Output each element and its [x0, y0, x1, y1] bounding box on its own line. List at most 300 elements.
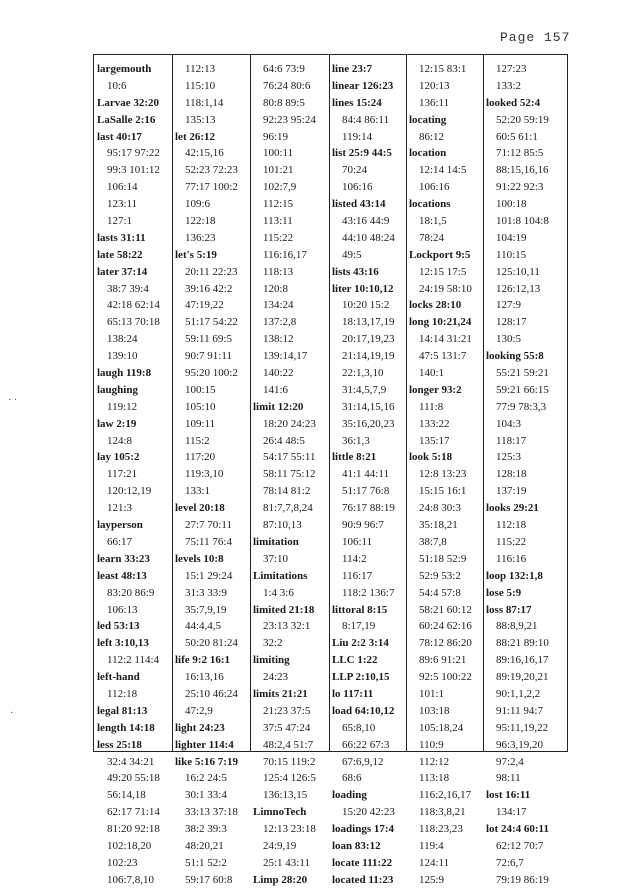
- index-reference: 120:12,19: [107, 485, 152, 498]
- index-reference: 134:24: [263, 299, 294, 312]
- index-column-1: [95, 54, 178, 886]
- index-reference: 43:16 44:9: [342, 215, 390, 228]
- index-reference: 41:1 44:11: [342, 468, 389, 481]
- index-reference: 42:18 62:14: [107, 299, 160, 312]
- index-reference: 76:17 88:19: [342, 502, 395, 515]
- index-reference: 138:12: [263, 333, 294, 346]
- index-reference: 31:4,5,7,9: [342, 383, 387, 396]
- index-term: life 9:2 16:1: [175, 654, 230, 667]
- index-reference: 101:8 104:8: [496, 215, 549, 228]
- index-reference: 47:2,9: [185, 704, 213, 717]
- index-reference: 88:8,9,21: [496, 620, 538, 633]
- index-reference: 21:23 37:5: [263, 704, 311, 717]
- index-reference: 125:9: [419, 873, 445, 886]
- index-reference: 50:20 81:24: [185, 637, 238, 650]
- index-reference: 8:17,19: [342, 620, 376, 633]
- index-reference: 100:11: [263, 147, 294, 160]
- index-reference: 44:10 48:24: [342, 231, 395, 244]
- index-term: last 40:17: [97, 130, 142, 143]
- index-reference: 47:5 131:7: [419, 350, 467, 363]
- index-reference: 95:17 97:22: [107, 147, 160, 160]
- index-reference: 136:11: [419, 96, 450, 109]
- index-term: location: [409, 147, 447, 160]
- index-reference: 88:15,16,16: [496, 164, 549, 177]
- index-reference: 90:7 91:11: [185, 350, 232, 363]
- index-term: loan 83:12: [332, 839, 381, 852]
- index-reference: 49:5: [342, 248, 362, 261]
- index-reference: 42:15,16: [185, 147, 224, 160]
- index-term: looked 52:4: [486, 96, 541, 109]
- index-reference: 58:11 75:12: [263, 468, 316, 481]
- index-term: levels 10:8: [175, 552, 224, 565]
- index-reference: 77:17 100:2: [185, 181, 238, 194]
- index-column-6: [483, 54, 567, 886]
- index-reference: 91:22 92:3: [496, 181, 544, 194]
- index-reference: 106:16: [342, 181, 373, 194]
- index-term: less 25:18: [97, 738, 142, 751]
- index-reference: 58:21 60:12: [419, 603, 472, 616]
- index-reference: 86:12: [419, 130, 445, 143]
- index-reference: 101:21: [263, 164, 294, 177]
- index-term: layperson: [97, 519, 143, 532]
- index-reference: 92:23 95:24: [263, 113, 316, 126]
- index-reference: 141:6: [263, 383, 289, 396]
- index-reference: 115:2: [185, 434, 210, 447]
- index-term: listed 43:14: [332, 198, 386, 211]
- index-term: looks 29:21: [486, 502, 539, 515]
- index-reference: 134:17: [496, 806, 527, 819]
- index-term: locate 111:22: [332, 856, 393, 869]
- index-reference: 54:17 55:11: [263, 451, 316, 464]
- index-reference: 101:1: [419, 687, 445, 700]
- index-reference: 25:1 43:11: [263, 856, 310, 869]
- index-reference: 20:17,19,23: [342, 333, 395, 346]
- index-reference: 119:3,10: [185, 468, 224, 481]
- index-reference: 115:22: [263, 231, 294, 244]
- index-reference: 112:12: [419, 755, 450, 768]
- index-reference: 15:20 42:23: [342, 806, 395, 819]
- index-reference: 71:12 85:5: [496, 147, 544, 160]
- index-reference: 113:18: [419, 772, 450, 785]
- index-reference: 21:14,19,19: [342, 350, 395, 363]
- index-term: littoral 8:15: [332, 603, 388, 616]
- index-reference: 10:6: [107, 79, 127, 92]
- index-reference: 27:7 70:11: [185, 519, 232, 532]
- index-reference: 112:18: [496, 519, 527, 532]
- index-reference: 106:14: [107, 181, 138, 194]
- index-reference: 35:7,9,19: [185, 603, 227, 616]
- index-reference: 135:13: [185, 113, 216, 126]
- index-term: longer 93:2: [409, 383, 462, 396]
- index-reference: 98:11: [496, 772, 521, 785]
- index-reference: 126:12,13: [496, 282, 541, 295]
- index-reference: 51:17 54:22: [185, 316, 238, 329]
- index-reference: 76:24 80:6: [263, 79, 311, 92]
- index-reference: 54:4 57:8: [419, 586, 461, 599]
- index-term: loading: [332, 789, 367, 802]
- index-reference: 65:8,10: [342, 721, 376, 734]
- index-reference: 105:10: [185, 400, 216, 413]
- index-reference: 59:11 69:5: [185, 333, 232, 346]
- index-reference: 104:19: [496, 231, 527, 244]
- index-reference: 35:18,21: [419, 519, 458, 532]
- index-reference: 112:2 114:4: [107, 654, 160, 667]
- index-reference: 88:21 89:10: [496, 637, 549, 650]
- index-term: lose 5:9: [486, 586, 522, 599]
- index-reference: 15:15 16:1: [419, 485, 467, 498]
- index-reference: 119:14: [342, 130, 373, 143]
- index-reference: 26:4 48:5: [263, 434, 305, 447]
- index-column-2: [172, 54, 250, 886]
- index-term: legal 81:13: [97, 704, 148, 717]
- index-term: lost 16:11: [486, 789, 531, 802]
- index-reference: 119:4: [419, 839, 444, 852]
- index-reference: 77:9 78:3,3: [496, 400, 547, 413]
- index-reference: 125:3: [496, 451, 522, 464]
- index-term: LimnoTech: [253, 806, 307, 819]
- index-reference: 118:3,8,21: [419, 806, 466, 819]
- index-reference: 105:18,24: [419, 721, 464, 734]
- index-reference: 24:23: [263, 671, 289, 684]
- index-reference: 80:8 89:5: [263, 96, 305, 109]
- index-reference: 75:11 76:4: [185, 535, 232, 548]
- index-term: laughing: [97, 383, 138, 396]
- index-reference: 117:20: [185, 451, 216, 464]
- index-reference: 137:2,8: [263, 316, 297, 329]
- index-reference: 12:15 83:1: [419, 63, 467, 75]
- index-reference: 89:6 91:21: [419, 654, 467, 667]
- index-term: locating: [409, 113, 447, 126]
- index-reference: 32:2: [263, 637, 283, 650]
- index-reference: 51:1 52:2: [185, 856, 227, 869]
- index-reference: 111:8: [419, 400, 444, 413]
- index-reference: 31:3 33:9: [185, 586, 227, 599]
- index-reference: 78:14 81:2: [263, 485, 311, 498]
- index-reference: 95:20 100:2: [185, 367, 238, 380]
- index-reference: 70:24: [342, 164, 368, 177]
- index-reference: 116:16: [496, 552, 527, 565]
- index-reference: 114:2: [342, 552, 367, 565]
- index-reference: 20:11 22:23: [185, 265, 238, 278]
- index-reference: 103:18: [419, 704, 450, 717]
- index-reference: 110:15: [496, 248, 527, 261]
- index-reference: 136:23: [185, 231, 216, 244]
- index-term: loss 87:17: [486, 603, 532, 616]
- index-term: looking 55:8: [486, 350, 544, 363]
- index-reference: 118:17: [496, 434, 527, 447]
- index-reference: 18:13,17,19: [342, 316, 395, 329]
- index-term: long 10:21,24: [409, 316, 472, 329]
- index-reference: 112:13: [185, 63, 216, 75]
- index-reference: 55:21 59:21: [496, 367, 549, 380]
- index-reference: 118:13: [263, 265, 294, 278]
- index-reference: 10:20 15:2: [342, 299, 390, 312]
- index-reference: 139:14,17: [263, 350, 308, 363]
- index-reference: 89:19,20,21: [496, 671, 549, 684]
- index-reference: 138:24: [107, 333, 138, 346]
- index-reference: 122:18: [185, 215, 216, 228]
- index-term: let's 5:19: [175, 248, 217, 261]
- index-reference: 38:7 39:4: [107, 282, 149, 295]
- index-reference: 66:22 67:3: [342, 738, 390, 751]
- index-reference: 52:9 53:2: [419, 569, 461, 582]
- index-reference: 78:24: [419, 231, 445, 244]
- index-reference: 47:19,22: [185, 299, 224, 312]
- index-reference: 133:2: [496, 79, 522, 92]
- index-reference: 89:16,16,17: [496, 654, 549, 667]
- index-term: law 2:19: [97, 417, 137, 430]
- index-reference: 72:6,7: [496, 856, 524, 869]
- index-reference: 121:3: [107, 502, 133, 515]
- index-reference: 15:1 29:24: [185, 569, 233, 582]
- index-term: length 14:18: [97, 721, 155, 734]
- index-reference: 65:13 70:18: [107, 316, 160, 329]
- index-reference: 81:7,7,8,24: [263, 502, 313, 515]
- index-reference: 102:18,20: [107, 839, 152, 852]
- index-reference: 109:6: [185, 198, 211, 211]
- index-reference: 66:17: [107, 535, 133, 548]
- index-reference: 70:15 119:2: [263, 755, 316, 768]
- index-reference: 83:20 86:9: [107, 586, 155, 599]
- index-reference: 120:13: [419, 79, 450, 92]
- index-reference: 87:10,13: [263, 519, 302, 532]
- index-reference: 96:19: [263, 130, 289, 143]
- index-reference: 133:22: [419, 417, 450, 430]
- index-term: lasts 31:11: [97, 231, 146, 244]
- index-reference: 113:11: [263, 215, 293, 228]
- index-reference: 59:21 66:15: [496, 383, 549, 396]
- index-reference: 12:15 17:5: [419, 265, 467, 278]
- index-reference: 12:14 14:5: [419, 164, 467, 177]
- index-term: loop 132:1,8: [486, 569, 543, 582]
- index-reference: 124:8: [107, 434, 133, 447]
- index-term: Limp 28:20: [253, 873, 308, 886]
- index-reference: 18:20 24:23: [263, 417, 316, 430]
- index-reference: 118:1,14: [185, 96, 224, 109]
- index-reference: 125:10,11: [496, 265, 540, 278]
- index-reference: 118:23,23: [419, 823, 463, 836]
- index-reference: 49:20 55:18: [107, 772, 160, 785]
- index-reference: 140:22: [263, 367, 294, 380]
- index-reference: 140:1: [419, 367, 445, 380]
- index-reference: 81:20 92:18: [107, 823, 160, 836]
- index-reference: 135:17: [419, 434, 450, 447]
- index-term: loadings 17:4: [332, 823, 395, 836]
- index-reference: 115:10: [185, 79, 216, 92]
- index-reference: 52:20 59:19: [496, 113, 549, 126]
- page-number: Page 157: [500, 30, 571, 45]
- index-reference: 100:15: [185, 383, 216, 396]
- index-reference: 36:1,3: [342, 434, 370, 447]
- index-reference: 12:13 23:18: [263, 823, 316, 836]
- index-reference: 79:19 86:19: [496, 873, 549, 886]
- margin-mark: ·: [10, 708, 14, 719]
- index-term: LaSalle 2:16: [97, 113, 156, 126]
- index-term: left 3:10,13: [97, 637, 149, 650]
- index-term: linear 126:23: [332, 79, 394, 92]
- index-term: limits 21:21: [253, 687, 308, 700]
- index-term: light 24:23: [175, 721, 225, 734]
- index-reference: 35:16,20,23: [342, 417, 395, 430]
- index-reference: 68:6: [342, 772, 362, 785]
- index-reference: 128:17: [496, 316, 527, 329]
- index-reference: 33:13 37:18: [185, 806, 238, 819]
- index-reference: 39:16 42:2: [185, 282, 233, 295]
- index-reference: 56:14,18: [107, 789, 146, 802]
- index-reference: 130:5: [496, 333, 522, 346]
- index-term: locks 28:10: [409, 299, 462, 312]
- index-reference: 106:11: [342, 535, 373, 548]
- index-reference: 124:11: [419, 856, 450, 869]
- index-reference: 106:16: [419, 181, 450, 194]
- index-reference: 38:7,8: [419, 535, 447, 548]
- index-term: lay 105:2: [97, 451, 140, 464]
- index-reference: 90:9 96:7: [342, 519, 384, 532]
- index-term: located 11:23: [332, 873, 394, 886]
- index-reference: 104:3: [496, 417, 522, 430]
- index-reference: 31:14,15,16: [342, 400, 395, 413]
- index-reference: 25:10 46:24: [185, 687, 238, 700]
- index-term: least 48:13: [97, 569, 147, 582]
- index-term: later 37:14: [97, 265, 148, 278]
- index-reference: 37:5 47:24: [263, 721, 311, 734]
- index-term: limiting: [253, 654, 290, 667]
- index-reference: 120:8: [263, 282, 289, 295]
- index-reference: 106:7,8,10: [107, 873, 155, 886]
- index-column-5: [406, 54, 483, 886]
- index-reference: 96:3,19,20: [496, 738, 544, 751]
- index-term: like 5:16 7:19: [175, 755, 238, 768]
- index-reference: 60:24 62:16: [419, 620, 472, 633]
- index-term: laugh 119:8: [97, 367, 152, 380]
- index-term: little 8:21: [332, 451, 377, 464]
- index-reference: 112:18: [107, 687, 138, 700]
- index-reference: 51:17 76:8: [342, 485, 390, 498]
- index-reference: 137:19: [496, 485, 527, 498]
- index-term: list 25:9 44:5: [332, 147, 392, 160]
- index-reference: 37:10: [263, 552, 289, 565]
- index-term: limited 21:18: [253, 603, 315, 616]
- index-term: lot 24:4 60:11: [486, 823, 549, 836]
- margin-mark: · ·: [8, 395, 18, 406]
- index-term: Limitations: [253, 569, 308, 582]
- index-reference: 84:4 86:11: [342, 113, 389, 126]
- index-term: limitation: [253, 535, 299, 548]
- index-term: liter 10:10,12: [332, 282, 394, 295]
- index-reference: 22:1,3,10: [342, 367, 384, 380]
- index-reference: 92:5 100:22: [419, 671, 472, 684]
- index-term: Liu 2:2 3:14: [332, 637, 389, 650]
- index-reference: 133:1: [185, 485, 211, 498]
- index-term: lines 15:24: [332, 96, 382, 109]
- index-reference: 60:5 61:1: [496, 130, 538, 143]
- index-reference: 109:11: [185, 417, 216, 430]
- index-term: level 20:18: [175, 502, 225, 515]
- index-term: largemouth: [97, 63, 152, 75]
- index-reference: 127:23: [496, 63, 527, 75]
- index-reference: 112:15: [263, 198, 294, 211]
- index-reference: 18:1,5: [419, 215, 447, 228]
- index-term: load 64:10,12: [332, 704, 395, 717]
- index-reference: 16:2 24:5: [185, 772, 227, 785]
- index-reference: 30:1 33:4: [185, 789, 227, 802]
- index-reference: 16:13,16: [185, 671, 224, 684]
- index-term: limit 12:20: [253, 400, 304, 413]
- index-term: LLP 2:10,15: [332, 671, 390, 684]
- index-reference: 97:2,4: [496, 755, 524, 768]
- index-reference: 102:23: [107, 856, 138, 869]
- index-reference: 116:16,17: [263, 248, 307, 261]
- index-reference: 48:20,21: [185, 839, 224, 852]
- index-reference: 139:10: [107, 350, 138, 363]
- index-term: left-hand: [97, 671, 140, 684]
- index-reference: 62:12 70:7: [496, 839, 544, 852]
- index-reference: 115:22: [496, 535, 527, 548]
- index-term: late 58:22: [97, 248, 143, 261]
- index-reference: 12:8 13:23: [419, 468, 467, 481]
- index-reference: 100:18: [496, 198, 527, 211]
- index-reference: 116:2,16,17: [419, 789, 472, 802]
- index-reference: 59:17 60:8: [185, 873, 233, 886]
- index-term: line 23:7: [332, 63, 373, 75]
- index-reference: 38:2 39:3: [185, 823, 227, 836]
- index-reference: 64:6 73:9: [263, 63, 305, 75]
- index-reference: 90:1,1,2,2: [496, 687, 541, 700]
- index-reference: 106:13: [107, 603, 138, 616]
- index-reference: 14:14 31:21: [419, 333, 472, 346]
- index-reference: 23:13 32:1: [263, 620, 311, 633]
- index-reference: 128:18: [496, 468, 527, 481]
- index-reference: 52:23 72:23: [185, 164, 238, 177]
- index-reference: 116:17: [342, 569, 373, 582]
- index-column-3: [250, 54, 330, 886]
- index-reference: 78:12 86:20: [419, 637, 472, 650]
- index-reference: 99:3 101:12: [107, 164, 160, 177]
- index-reference: 118:2 136:7: [342, 586, 395, 599]
- index-reference: 119:12: [107, 400, 138, 413]
- index-term: Larvae 32:20: [97, 96, 160, 109]
- index-reference: 62:17 71:14: [107, 806, 160, 819]
- index-reference: 67:6,9,12: [342, 755, 384, 768]
- index-reference: 32:4 34:21: [107, 755, 155, 768]
- index-reference: 102:7,9: [263, 181, 297, 194]
- index-reference: 110:9: [419, 738, 444, 751]
- index-term: lighter 114:4: [175, 738, 234, 751]
- index-term: let 26:12: [175, 130, 216, 143]
- index-reference: 117:21: [107, 468, 138, 481]
- index-reference: 24:8 30:3: [419, 502, 461, 515]
- index-term: led 53:13: [97, 620, 140, 633]
- index-term: lists 43:16: [332, 265, 379, 278]
- index-reference: 51:18 52:9: [419, 552, 467, 565]
- index-reference: 125:4 126:5: [263, 772, 316, 785]
- index-term: lo 117:11: [332, 687, 374, 700]
- index-reference: 91:11 94:7: [496, 704, 543, 717]
- index-reference: 127:1: [107, 215, 133, 228]
- index-reference: 1:4 3:6: [263, 586, 294, 599]
- index-reference: 24:19 58:10: [419, 282, 472, 295]
- index-reference: 48:2,4 51:7: [263, 738, 314, 751]
- index-column-4: [329, 54, 406, 886]
- index-reference: 123:11: [107, 198, 138, 211]
- index-term: look 5:18: [409, 451, 453, 464]
- index-reference: 136:13,15: [263, 789, 308, 802]
- index-reference: 127:9: [496, 299, 522, 312]
- index-term: LLC 1:22: [332, 654, 378, 667]
- index-term: Lockport 9:5: [409, 248, 471, 261]
- index-term: learn 33:23: [97, 552, 150, 565]
- index-reference: 24:9,19: [263, 839, 297, 852]
